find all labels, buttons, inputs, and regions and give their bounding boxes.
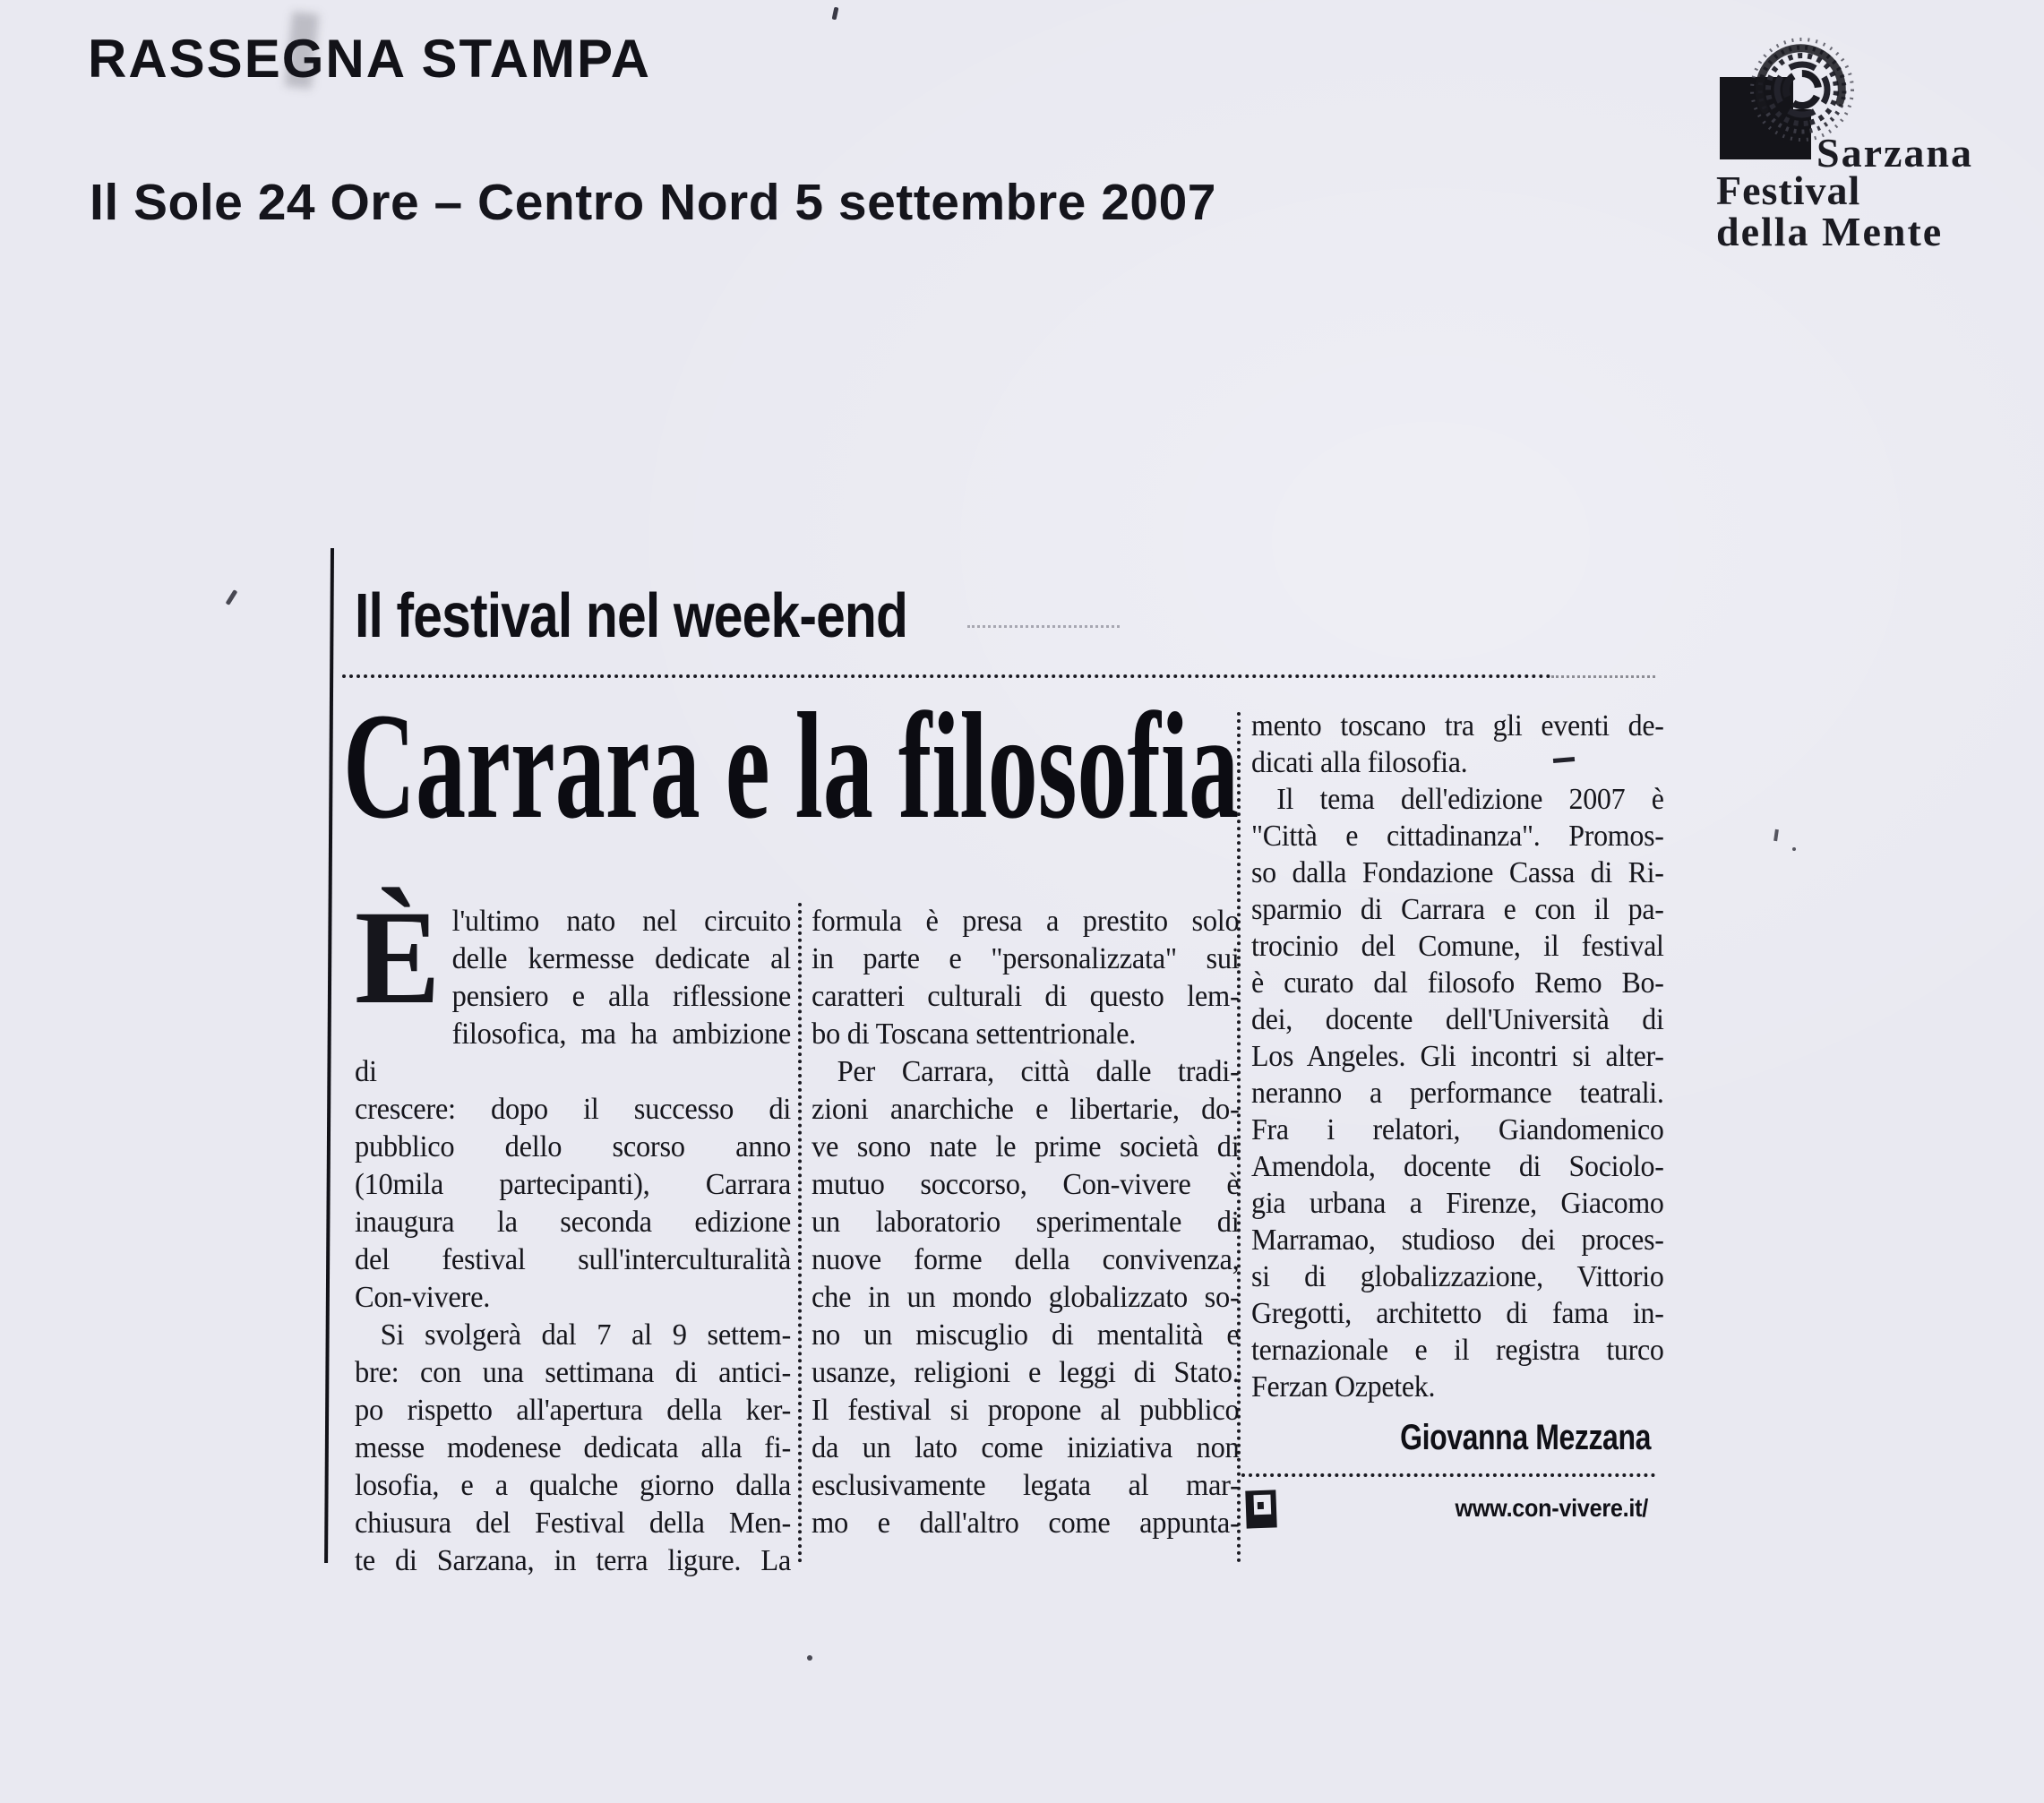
website-url: www.con-vivere.it/ bbox=[1455, 1494, 1648, 1522]
text-line: dicati alla filosofia. bbox=[1251, 746, 1468, 779]
dotted-rule-top-tail bbox=[1551, 675, 1655, 678]
scan-speck bbox=[1773, 829, 1779, 841]
festival-della-mente-logo bbox=[1702, 27, 2024, 287]
text-line: Il tema dell'edizione 2007 è bbox=[1276, 783, 1664, 816]
text-line: Gregotti, architetto di fama in- bbox=[1251, 1297, 1664, 1330]
logo-text-sarzana: Sarzana bbox=[1816, 130, 1973, 176]
dotted-rule-top bbox=[342, 674, 1551, 678]
text-line: chiusura del Festival della Men- bbox=[355, 1507, 792, 1540]
text-line: neranno a performance teatrali. bbox=[1251, 1077, 1664, 1110]
website-bullet-inner bbox=[1253, 1495, 1271, 1515]
scan-speck bbox=[226, 589, 238, 605]
text-line: dei, docente dell'Università di bbox=[1251, 1003, 1664, 1036]
text-line: bre: con una settimana di antici- bbox=[355, 1356, 792, 1389]
kicker: Il festival nel week-end bbox=[355, 580, 908, 650]
scan-speck bbox=[1792, 847, 1796, 851]
text-line: Si svolgerà dal 7 al 9 settem- bbox=[380, 1318, 792, 1352]
text-line: da un lato come iniziativa non bbox=[812, 1431, 1240, 1464]
text-line: mutuo soccorso, Con-vivere è bbox=[812, 1168, 1240, 1201]
text-line: losofia, e a qualche giorno dalla bbox=[355, 1469, 792, 1502]
article-column-1 bbox=[355, 883, 792, 1580]
text-line: crescere: dopo il successo di bbox=[355, 1093, 792, 1126]
text-line: pubblico dello scorso anno bbox=[355, 1130, 792, 1163]
headline: Carrara e la filosofia bbox=[343, 682, 1240, 850]
source-line: Il Sole 24 Ore – Centro Nord 5 settembre 2007 bbox=[90, 174, 1216, 231]
text-line: filosofica, ma ha ambizione di bbox=[355, 1017, 792, 1088]
drop-cap: È bbox=[355, 883, 441, 1032]
text-line: Fra i relatori, Giandomenico bbox=[1251, 1113, 1664, 1146]
column-divider-1 bbox=[798, 903, 802, 1563]
text-line: in parte e "personalizzata" sui bbox=[812, 942, 1240, 975]
paragraph bbox=[1251, 708, 1664, 781]
scan-dotted-fragment bbox=[967, 625, 1120, 628]
text-line: Los Angeles. Gli incontri si alter- bbox=[1251, 1040, 1664, 1073]
text-line: mento toscano tra gli eventi de- bbox=[1251, 709, 1664, 743]
text-line: messe modenese dedicata alla fi- bbox=[355, 1431, 792, 1464]
text-line: del festival sull'interculturalità bbox=[355, 1243, 792, 1276]
logo-text-della-mente: della Mente bbox=[1716, 209, 1944, 254]
text-line: inaugura la seconda edizione bbox=[355, 1206, 792, 1239]
article-column-3 bbox=[1251, 708, 1664, 1405]
text-line: Amendola, docente di Sociolo- bbox=[1251, 1150, 1664, 1183]
text-line: l'ultimo nato nel circuito bbox=[451, 905, 792, 938]
article-column-2 bbox=[812, 903, 1240, 1542]
website-bullet-icon bbox=[1245, 1490, 1276, 1528]
text-line: ternazionale e il registra turco bbox=[1251, 1334, 1664, 1367]
article-left-border bbox=[324, 548, 334, 1563]
paragraph bbox=[355, 1317, 791, 1580]
paragraph bbox=[812, 903, 1240, 1053]
byline: Giovanna Mezzana bbox=[1400, 1418, 1651, 1457]
text-line: Il festival si propone al pubblico bbox=[812, 1394, 1240, 1427]
text-line: si di globalizzazione, Vittorio bbox=[1251, 1260, 1664, 1293]
text-line: Con-vivere. bbox=[355, 1281, 491, 1314]
text-line: sparmio di Carrara e con il pa- bbox=[1251, 893, 1664, 926]
text-line: trocinio del Comune, il festival bbox=[1251, 930, 1664, 963]
paragraph bbox=[355, 883, 792, 1317]
logo-text-festival: Festival bbox=[1716, 167, 1861, 213]
text-line: è curato dal filosofo Remo Bo- bbox=[1251, 966, 1664, 1000]
text-line: caratteri culturali di questo lem- bbox=[812, 980, 1240, 1013]
text-line: po rispetto all'apertura della ker- bbox=[355, 1394, 792, 1427]
text-line: nuove forme della convivenza, bbox=[812, 1243, 1240, 1276]
text-line: delle kermesse dedicate al bbox=[451, 942, 792, 975]
press-review-title: RASSEGNA STAMPA bbox=[88, 29, 651, 89]
text-line: no un miscuglio di mentalità e bbox=[812, 1318, 1240, 1352]
text-line: pensiero e alla riflessione bbox=[451, 980, 792, 1013]
text-line: zioni anarchiche e libertarie, do- bbox=[812, 1093, 1240, 1126]
text-line: so dalla Fondazione Cassa di Ri- bbox=[1251, 856, 1664, 889]
text-line: mo e dall'altro come appunta- bbox=[812, 1507, 1240, 1540]
text-line: che in un mondo globalizzato so- bbox=[812, 1281, 1240, 1314]
text-line: Per Carrara, città dalle tradi- bbox=[837, 1055, 1240, 1088]
paragraph bbox=[812, 1053, 1240, 1542]
text-line: Ferzan Ozpetek. bbox=[1251, 1370, 1436, 1404]
text-line: usanze, religioni e leggi di Stato. bbox=[812, 1356, 1240, 1389]
paragraph bbox=[1251, 781, 1664, 1405]
text-line: esclusivamente legata al mar- bbox=[812, 1469, 1240, 1502]
text-line: "Città e cittadinanza". Promos- bbox=[1251, 820, 1664, 853]
text-line: un laboratorio sperimentale di bbox=[812, 1206, 1240, 1239]
text-line: (10mila partecipanti), Carrara bbox=[355, 1168, 792, 1201]
text-line: Marramao, studioso dei proces- bbox=[1251, 1223, 1664, 1257]
text-line: ve sono nate le prime società di bbox=[812, 1130, 1240, 1163]
text-line: gia urbana a Firenze, Giacomo bbox=[1251, 1187, 1664, 1220]
scan-speck bbox=[832, 7, 839, 21]
text-line: formula è presa a prestito solo bbox=[812, 905, 1240, 938]
text-line: bo di Toscana settentrionale. bbox=[812, 1017, 1137, 1051]
scan-speck bbox=[807, 1655, 812, 1661]
dotted-rule-bottom bbox=[1241, 1473, 1655, 1477]
text-line: te di Sarzana, in terra ligure. La bbox=[355, 1544, 792, 1577]
